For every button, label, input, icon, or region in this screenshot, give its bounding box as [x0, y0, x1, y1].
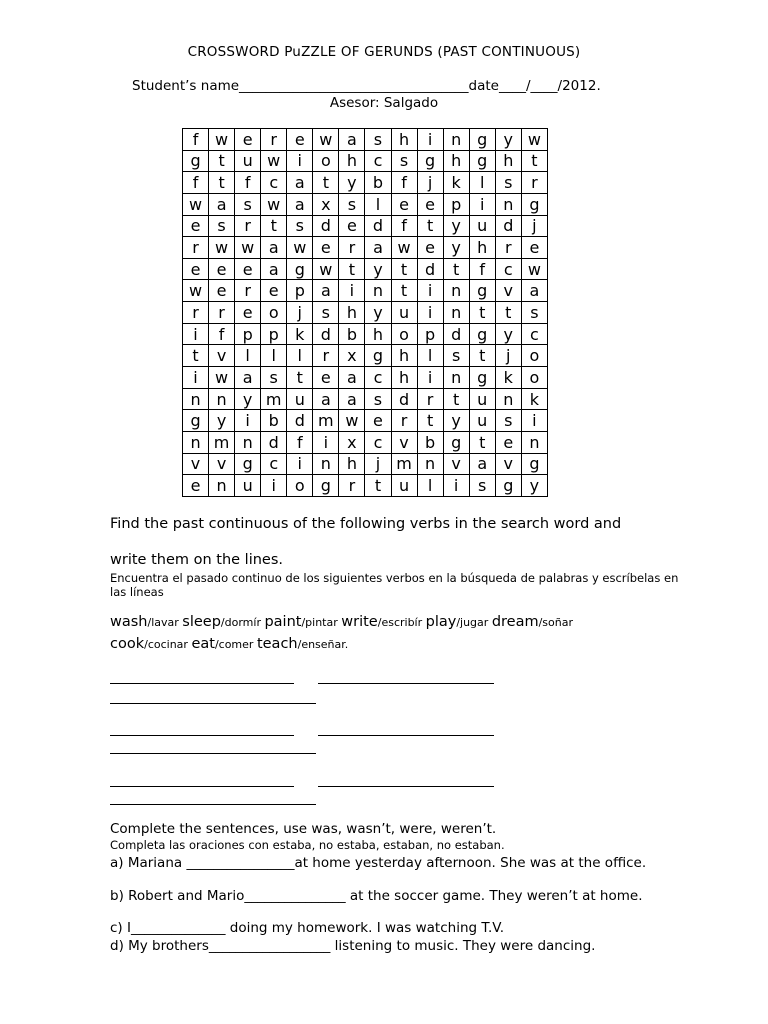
grid-cell: n: [443, 302, 469, 324]
grid-cell: w: [261, 150, 287, 172]
grid-cell: a: [469, 453, 495, 475]
grid-cell: g: [521, 453, 547, 475]
grid-cell: a: [521, 280, 547, 302]
grid-cell: g: [495, 475, 521, 497]
grid-cell: r: [391, 410, 417, 432]
grid-cell: n: [183, 388, 209, 410]
grid-cell: e: [287, 129, 313, 151]
grid-cell: c: [261, 172, 287, 194]
grid-row: [183, 475, 548, 497]
grid-cell: e: [209, 258, 235, 280]
grid-cell: l: [365, 193, 391, 215]
grid-cell: n: [443, 280, 469, 302]
grid-cell: s: [209, 215, 235, 237]
grid-cell: u: [235, 150, 261, 172]
grid-cell: s: [235, 193, 261, 215]
grid-cell: r: [183, 237, 209, 259]
grid-cell: k: [495, 367, 521, 389]
grid-cell: s: [495, 410, 521, 432]
grid-row: [183, 431, 548, 453]
grid-cell: i: [287, 150, 313, 172]
answer-line[interactable]: [110, 735, 294, 736]
grid-cell: l: [417, 475, 443, 497]
grid-cell: t: [209, 172, 235, 194]
grid-cell: h: [339, 150, 365, 172]
grid-cell: w: [235, 237, 261, 259]
sentence-c: c) I______________ doing my homework. I was watching T.V.: [110, 920, 505, 936]
grid-cell: i: [183, 323, 209, 345]
grid-cell: u: [469, 215, 495, 237]
grid-cell: r: [495, 237, 521, 259]
grid-cell: r: [261, 129, 287, 151]
grid-cell: r: [235, 280, 261, 302]
grid-cell: m: [391, 453, 417, 475]
verb-es: /comer: [214, 638, 257, 651]
grid-cell: n: [417, 453, 443, 475]
grid-cell: t: [365, 475, 391, 497]
grid-cell: c: [521, 323, 547, 345]
grid-cell: b: [261, 410, 287, 432]
grid-cell: n: [313, 453, 339, 475]
grid-cell: w: [209, 367, 235, 389]
grid-cell: j: [365, 453, 391, 475]
grid-cell: o: [391, 323, 417, 345]
verb-es: /pintar: [301, 616, 342, 629]
grid-cell: r: [417, 388, 443, 410]
grid-cell: y: [365, 302, 391, 324]
grid-cell: i: [261, 475, 287, 497]
grid-cell: s: [391, 150, 417, 172]
grid-cell: i: [417, 280, 443, 302]
grid-cell: r: [339, 237, 365, 259]
grid-cell: s: [261, 367, 287, 389]
grid-cell: u: [469, 388, 495, 410]
grid-cell: a: [339, 129, 365, 151]
answer-line[interactable]: [318, 735, 494, 736]
grid-cell: t: [313, 172, 339, 194]
grid-cell: s: [313, 302, 339, 324]
verb-es: /lavar: [147, 616, 183, 629]
grid-cell: a: [365, 237, 391, 259]
grid-cell: e: [313, 367, 339, 389]
grid-cell: e: [209, 280, 235, 302]
grid-cell: a: [339, 388, 365, 410]
grid-cell: s: [365, 388, 391, 410]
grid-cell: g: [183, 410, 209, 432]
verb-en: sleep: [182, 614, 221, 630]
sentence-b: b) Robert and Mario_______________ at the soccer game. They weren’t at home.: [110, 888, 643, 904]
grid-cell: y: [339, 172, 365, 194]
grid-cell: l: [417, 345, 443, 367]
grid-cell: f: [183, 129, 209, 151]
grid-cell: t: [443, 388, 469, 410]
grid-cell: y: [495, 323, 521, 345]
grid-cell: x: [339, 345, 365, 367]
grid-cell: f: [183, 172, 209, 194]
grid-cell: w: [391, 237, 417, 259]
grid-cell: d: [261, 431, 287, 453]
grid-cell: o: [287, 475, 313, 497]
grid-cell: y: [235, 388, 261, 410]
grid-cell: y: [443, 237, 469, 259]
grid-cell: t: [417, 215, 443, 237]
grid-cell: n: [183, 431, 209, 453]
grid-cell: o: [521, 345, 547, 367]
grid-cell: r: [339, 475, 365, 497]
grid-row: [183, 388, 548, 410]
sentence-a: a) Mariana ________________at home yesterday afternoon. She was at the office.: [110, 855, 647, 871]
grid-cell: p: [417, 323, 443, 345]
grid-cell: p: [443, 193, 469, 215]
grid-cell: d: [365, 215, 391, 237]
grid-row: [183, 453, 548, 475]
grid-cell: g: [235, 453, 261, 475]
complete-spanish: Completa las oraciones con estaba, no estaba, estaban, no estaban.: [110, 838, 505, 852]
grid-cell: v: [209, 345, 235, 367]
grid-cell: y: [209, 410, 235, 432]
grid-cell: r: [521, 172, 547, 194]
answer-line[interactable]: [110, 703, 316, 704]
grid-cell: d: [313, 323, 339, 345]
verb-list-line-2: [110, 636, 348, 652]
grid-cell: f: [235, 172, 261, 194]
instructions-spanish: Encuentra el pasado continuo de los siguientes verbos en la búsqueda de palabras y escríbelas en las líneas: [110, 571, 679, 599]
grid-cell: e: [391, 193, 417, 215]
grid-cell: g: [287, 258, 313, 280]
grid-cell: c: [365, 431, 391, 453]
grid-cell: a: [209, 193, 235, 215]
grid-cell: r: [313, 345, 339, 367]
grid-cell: i: [417, 129, 443, 151]
grid-cell: e: [365, 410, 391, 432]
grid-cell: e: [261, 280, 287, 302]
grid-cell: e: [495, 431, 521, 453]
grid-cell: n: [443, 367, 469, 389]
grid-row: [183, 302, 548, 324]
verb-en: teach: [256, 636, 298, 652]
grid-cell: n: [443, 129, 469, 151]
grid-cell: p: [235, 323, 261, 345]
grid-cell: t: [469, 302, 495, 324]
grid-cell: i: [339, 280, 365, 302]
grid-cell: i: [183, 367, 209, 389]
grid-cell: g: [469, 367, 495, 389]
grid-cell: e: [235, 258, 261, 280]
grid-cell: c: [365, 367, 391, 389]
grid-cell: w: [313, 129, 339, 151]
answer-line[interactable]: [110, 683, 294, 684]
verb-en: cook: [110, 636, 145, 652]
grid-cell: t: [339, 258, 365, 280]
grid-cell: i: [521, 410, 547, 432]
grid-cell: i: [417, 302, 443, 324]
grid-cell: e: [183, 475, 209, 497]
grid-cell: d: [495, 215, 521, 237]
grid-cell: e: [235, 129, 261, 151]
grid-cell: m: [209, 431, 235, 453]
grid-cell: e: [417, 193, 443, 215]
grid-cell: n: [495, 388, 521, 410]
verb-en: dream: [491, 614, 539, 630]
grid-cell: s: [365, 129, 391, 151]
verb-es: /soñar: [538, 616, 573, 629]
grid-cell: t: [287, 367, 313, 389]
grid-cell: u: [287, 388, 313, 410]
grid-cell: r: [209, 302, 235, 324]
grid-cell: e: [339, 215, 365, 237]
grid-cell: w: [183, 193, 209, 215]
grid-cell: t: [261, 215, 287, 237]
answer-line[interactable]: [318, 786, 494, 787]
grid-row: [183, 129, 548, 151]
grid-cell: w: [209, 129, 235, 151]
grid-cell: c: [261, 453, 287, 475]
grid-cell: a: [261, 237, 287, 259]
grid-cell: u: [391, 475, 417, 497]
instructions-line-2: write them on the lines.: [110, 552, 284, 568]
grid-row: [183, 237, 548, 259]
grid-cell: a: [313, 280, 339, 302]
grid-cell: m: [261, 388, 287, 410]
grid-cell: e: [183, 258, 209, 280]
grid-cell: d: [443, 323, 469, 345]
grid-cell: n: [495, 193, 521, 215]
grid-cell: t: [469, 431, 495, 453]
grid-cell: t: [183, 345, 209, 367]
grid-cell: w: [209, 237, 235, 259]
grid-cell: p: [261, 323, 287, 345]
grid-cell: t: [209, 150, 235, 172]
complete-title: Complete the sentences, use was, wasn’t, were, weren’t.: [110, 821, 497, 837]
grid-cell: c: [365, 150, 391, 172]
grid-cell: o: [521, 367, 547, 389]
grid-cell: e: [183, 215, 209, 237]
grid-row: [183, 323, 548, 345]
verb-es: /jugar: [456, 616, 492, 629]
grid-cell: m: [313, 410, 339, 432]
grid-cell: v: [443, 453, 469, 475]
grid-cell: x: [313, 193, 339, 215]
grid-cell: k: [443, 172, 469, 194]
grid-cell: s: [443, 345, 469, 367]
grid-cell: i: [287, 453, 313, 475]
grid-cell: c: [495, 258, 521, 280]
grid-cell: t: [391, 258, 417, 280]
grid-cell: v: [495, 453, 521, 475]
grid-cell: f: [209, 323, 235, 345]
grid-cell: s: [287, 215, 313, 237]
answer-line[interactable]: [110, 753, 316, 754]
verb-list-line-1: [110, 614, 573, 630]
grid-row: [183, 150, 548, 172]
grid-cell: n: [209, 475, 235, 497]
grid-cell: n: [365, 280, 391, 302]
grid-cell: t: [521, 150, 547, 172]
grid-cell: o: [313, 150, 339, 172]
grid-cell: w: [183, 280, 209, 302]
word-search-grid: [182, 128, 548, 497]
grid-cell: y: [443, 410, 469, 432]
grid-cell: i: [235, 410, 261, 432]
answer-line[interactable]: [110, 804, 316, 805]
grid-cell: e: [313, 237, 339, 259]
grid-cell: s: [521, 302, 547, 324]
grid-cell: f: [469, 258, 495, 280]
grid-cell: b: [365, 172, 391, 194]
grid-cell: u: [391, 302, 417, 324]
grid-cell: i: [443, 475, 469, 497]
grid-cell: g: [469, 323, 495, 345]
verb-es: /dormír: [220, 616, 265, 629]
grid-cell: j: [287, 302, 313, 324]
grid-cell: s: [469, 475, 495, 497]
verb-es: /cocinar: [144, 638, 192, 651]
asesor-line: Asesor: Salgado: [329, 95, 439, 111]
grid-cell: a: [235, 367, 261, 389]
grid-cell: g: [469, 129, 495, 151]
grid-cell: g: [469, 150, 495, 172]
grid-cell: t: [469, 345, 495, 367]
grid-cell: j: [417, 172, 443, 194]
grid-cell: i: [313, 431, 339, 453]
grid-cell: w: [521, 129, 547, 151]
grid-cell: l: [261, 345, 287, 367]
grid-cell: n: [235, 431, 261, 453]
grid-cell: l: [287, 345, 313, 367]
grid-cell: n: [521, 431, 547, 453]
grid-cell: j: [495, 345, 521, 367]
grid-cell: k: [521, 388, 547, 410]
grid-cell: h: [365, 323, 391, 345]
grid-cell: t: [495, 302, 521, 324]
grid-cell: n: [209, 388, 235, 410]
grid-row: [183, 410, 548, 432]
grid-cell: a: [287, 172, 313, 194]
grid-cell: l: [469, 172, 495, 194]
answer-line[interactable]: [110, 786, 294, 787]
grid-cell: u: [235, 475, 261, 497]
grid-cell: w: [521, 258, 547, 280]
grid-cell: y: [521, 475, 547, 497]
grid-cell: i: [417, 367, 443, 389]
grid-row: [183, 367, 548, 389]
grid-cell: b: [339, 323, 365, 345]
grid-row: [183, 215, 548, 237]
verb-es: /escribír: [377, 616, 426, 629]
grid-cell: v: [495, 280, 521, 302]
grid-cell: l: [235, 345, 261, 367]
verb-en: eat: [191, 636, 215, 652]
grid-cell: h: [339, 302, 365, 324]
grid-row: [183, 258, 548, 280]
grid-cell: a: [287, 193, 313, 215]
grid-cell: t: [391, 280, 417, 302]
grid-row: [183, 193, 548, 215]
grid-row: [183, 345, 548, 367]
grid-cell: t: [443, 258, 469, 280]
grid-cell: y: [365, 258, 391, 280]
grid-cell: r: [235, 215, 261, 237]
sentence-d: d) My brothers__________________ listening to music. They were dancing.: [110, 938, 596, 954]
grid-cell: g: [521, 193, 547, 215]
grid-cell: w: [261, 193, 287, 215]
grid-cell: s: [339, 193, 365, 215]
grid-cell: o: [261, 302, 287, 324]
grid-cell: k: [287, 323, 313, 345]
grid-cell: x: [339, 431, 365, 453]
grid-cell: p: [287, 280, 313, 302]
grid-cell: d: [287, 410, 313, 432]
grid-cell: h: [339, 453, 365, 475]
grid-cell: h: [391, 367, 417, 389]
verb-en: write: [341, 614, 378, 630]
grid-cell: e: [417, 237, 443, 259]
grid-cell: a: [261, 258, 287, 280]
grid-cell: v: [391, 431, 417, 453]
grid-cell: t: [417, 410, 443, 432]
grid-cell: b: [417, 431, 443, 453]
instructions-line-1: Find the past continuous of the following verbs in the search word and: [110, 516, 622, 532]
grid-cell: g: [443, 431, 469, 453]
verb-en: play: [425, 614, 457, 630]
grid-row: [183, 280, 548, 302]
grid-cell: h: [443, 150, 469, 172]
grid-cell: s: [495, 172, 521, 194]
grid-cell: y: [495, 129, 521, 151]
grid-cell: i: [469, 193, 495, 215]
grid-cell: f: [287, 431, 313, 453]
grid-cell: y: [443, 215, 469, 237]
grid-cell: a: [339, 367, 365, 389]
grid-cell: a: [313, 388, 339, 410]
grid-cell: j: [521, 215, 547, 237]
student-name-date-line: Student’s name__________________________________date____/____/2012.: [132, 78, 601, 94]
grid-cell: d: [313, 215, 339, 237]
grid-cell: g: [417, 150, 443, 172]
grid-cell: f: [391, 172, 417, 194]
grid-cell: g: [313, 475, 339, 497]
grid-cell: w: [339, 410, 365, 432]
grid-cell: d: [417, 258, 443, 280]
grid-cell: u: [469, 410, 495, 432]
grid-cell: g: [469, 280, 495, 302]
verb-en: wash: [110, 614, 148, 630]
grid-cell: h: [495, 150, 521, 172]
grid-cell: h: [469, 237, 495, 259]
grid-cell: w: [313, 258, 339, 280]
grid-cell: v: [209, 453, 235, 475]
grid-cell: h: [391, 345, 417, 367]
grid-row: [183, 172, 548, 194]
grid-cell: e: [235, 302, 261, 324]
grid-cell: g: [365, 345, 391, 367]
grid-cell: r: [183, 302, 209, 324]
grid-cell: d: [391, 388, 417, 410]
grid-cell: g: [183, 150, 209, 172]
grid-cell: h: [391, 129, 417, 151]
worksheet-title: CROSSWORD PuZZLE OF GERUNDS (PAST CONTINUOUS): [187, 44, 581, 60]
grid-cell: f: [391, 215, 417, 237]
answer-line[interactable]: [318, 683, 494, 684]
verb-es: /enseñar.: [297, 638, 349, 651]
grid-cell: v: [183, 453, 209, 475]
verb-en: paint: [264, 614, 302, 630]
grid-cell: e: [521, 237, 547, 259]
grid-cell: w: [287, 237, 313, 259]
